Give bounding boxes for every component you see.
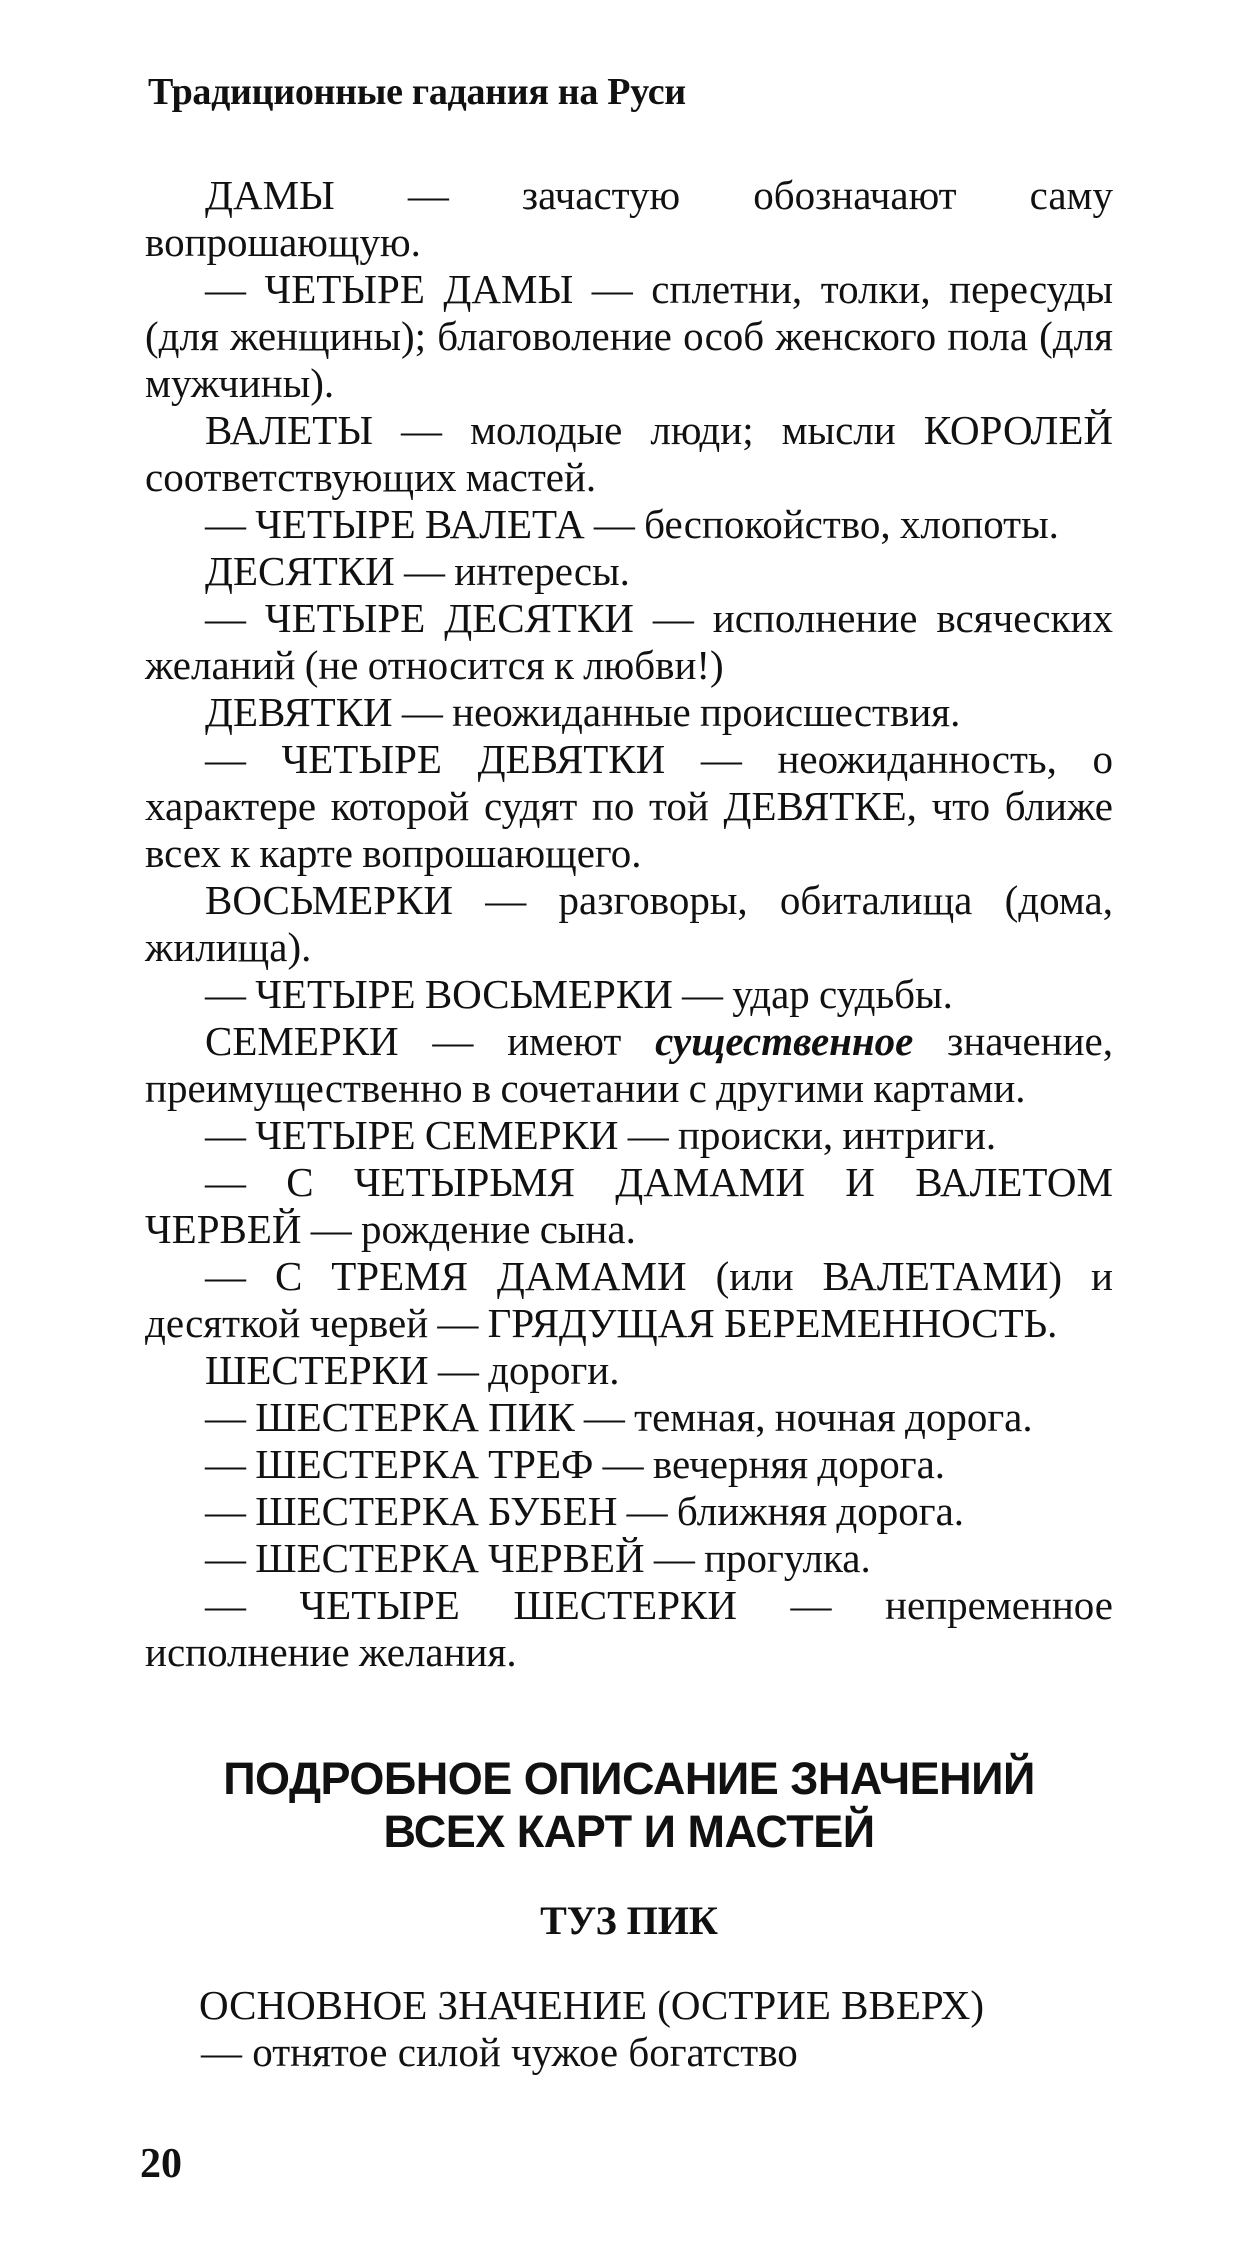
- paragraph-shesterka-chervey: — ШЕСТЕРКА ЧЕРВЕЙ — прогулка.: [205, 1535, 871, 1581]
- paragraph-desyatki: ДЕСЯТКИ — интересы.: [205, 548, 630, 594]
- paragraph-three-damy: — С ТРЕМЯ ДАМАМИ (или ВАЛЕТАМИ) и десяткой червей — ГРЯДУЩАЯ БЕРЕМЕННОСТЬ.: [145, 1253, 1113, 1346]
- paragraph-four-devyatki: — ЧЕТЫРЕ ДЕВЯТКИ — неожиданность, о характере которой судят по той ДЕВЯТКЕ, что ближе всех к карте вопрошающего.: [145, 736, 1113, 876]
- paragraph-damy: ДАМЫ — зачастую обозначают саму вопрошающую.: [145, 172, 1113, 265]
- paragraph-four-desyatki: — ЧЕТЫРЕ ДЕСЯТКИ — исполнение всяческих желаний (не относится к любви!): [145, 595, 1113, 688]
- meaning-block: [145, 1982, 1113, 2076]
- paragraph-vosmerki: ВОСЬМЕРКИ — разговоры, обиталища (дома, жилища).: [145, 877, 1113, 970]
- paragraph-four-damy: — ЧЕТЫРЕ ДАМЫ — сплетни, толки, пересуды (для женщины); благоволение особ женского пола (для мужчины).: [145, 266, 1113, 406]
- semerki-text-after: значение, преимущественно в сочетании с другими картами.: [145, 1018, 1114, 1111]
- paragraph-valety: ВАЛЕТЫ — молодые люди; мысли КОРОЛЕЙ соответствующих мастей.: [145, 407, 1113, 500]
- paragraph-devyatki: ДЕВЯТКИ — неожиданные происшествия.: [205, 689, 961, 735]
- paragraph-shesterki: ШЕСТЕРКИ — дороги.: [205, 1347, 620, 1393]
- paragraph-shesterka-tref: — ШЕСТЕРКА ТРЕФ — вечерняя дорога.: [205, 1441, 946, 1487]
- section-heading: [145, 1752, 1113, 1858]
- card-heading: ТУЗ ПИК: [540, 1898, 718, 1943]
- paragraph-shesterka-buben: — ШЕСТЕРКА БУБЕН — ближняя дорога.: [205, 1488, 965, 1534]
- page-number: 20: [140, 2141, 182, 2187]
- paragraph-four-shesterki: — ЧЕТЫРЕ ШЕСТЕРКИ — непременное исполнение желания.: [145, 1582, 1113, 1675]
- paragraph-four-damy-valet: — С ЧЕТЫРЬМЯ ДАМАМИ И ВАЛЕТОМ ЧЕРВЕЙ — рождение сына.: [145, 1159, 1113, 1252]
- semerki-text-before: СЕМЕРКИ — имеют: [205, 1018, 656, 1064]
- running-header: Традиционные гадания на Руси: [148, 71, 686, 113]
- paragraph-four-vosmerki: — ЧЕТЫРЕ ВОСЬМЕРКИ — удар судьбы.: [205, 971, 953, 1017]
- meaning-title: ОСНОВНОЕ ЗНАЧЕНИЕ (ОСТРИЕ ВВЕРХ): [199, 1982, 985, 2028]
- section-heading-line-1: ПОДРОБНОЕ ОПИСАНИЕ ЗНАЧЕНИЙ: [223, 1753, 1035, 1804]
- paragraph-semerki: [145, 1018, 1113, 1112]
- paragraph-shesterka-pik: — ШЕСТЕРКА ПИК — темная, ночная дорога.: [205, 1394, 1033, 1440]
- body-text: [145, 172, 1113, 1676]
- section-heading-line-2: ВСЕХ КАРТ И МАСТЕЙ: [383, 1806, 875, 1857]
- paragraph-four-semerki: — ЧЕТЫРЕ СЕМЕРКИ — происки, интриги.: [205, 1112, 997, 1158]
- semerki-emphasis: существенное: [655, 1018, 914, 1064]
- paragraph-four-valeta: — ЧЕТЫРЕ ВАЛЕТА — беспокойство, хлопоты.: [205, 501, 1059, 547]
- meaning-text: — отнятое силой чужое богатство: [201, 2029, 798, 2075]
